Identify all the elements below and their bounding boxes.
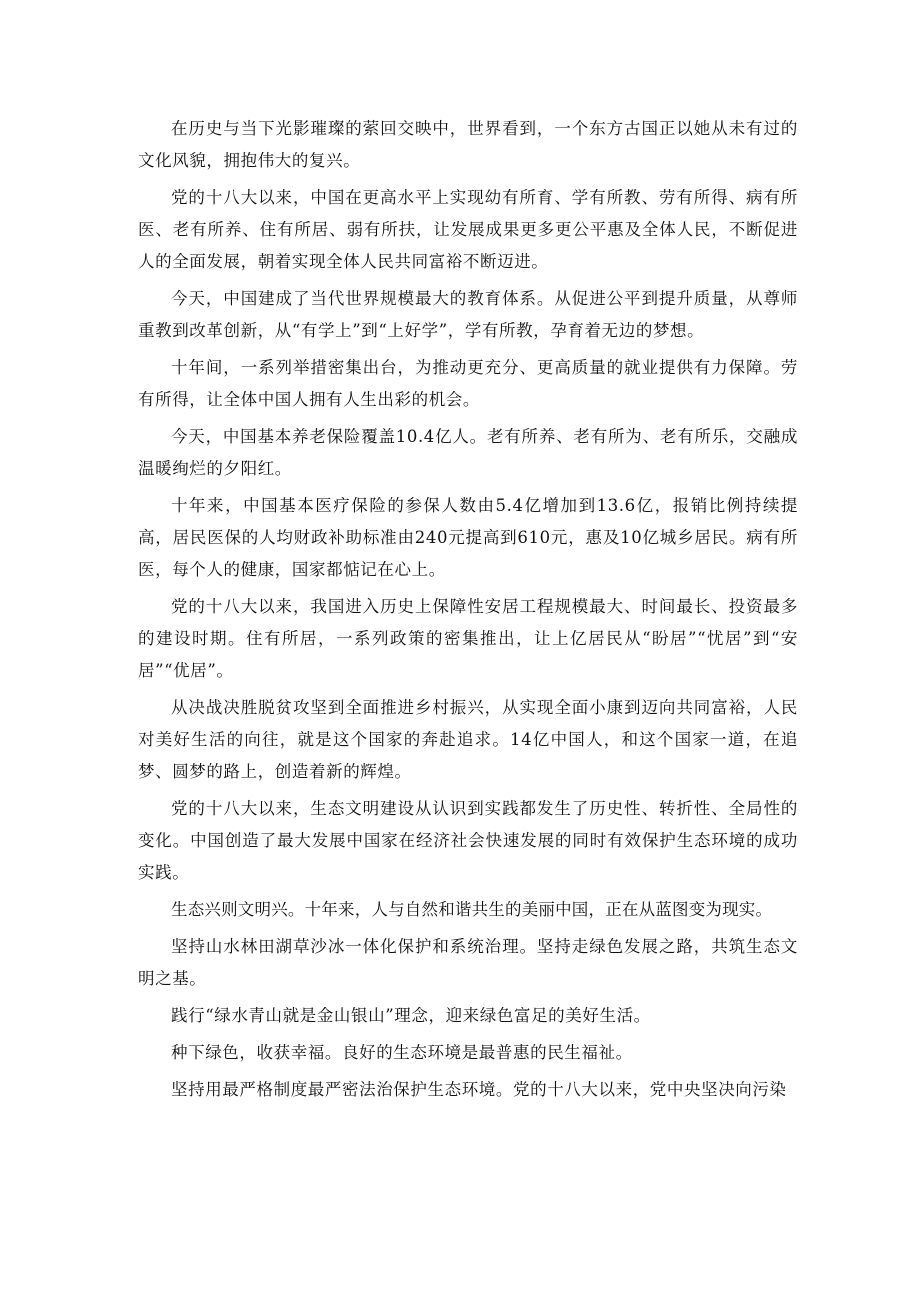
paragraph-10: 生态兴则文明兴。十年来，人与自然和谐共生的美丽中国，正在从蓝图变为现实。 bbox=[171, 900, 773, 919]
paragraph-13: 种下绿色，收获幸福。良好的生态环境是最普惠的民生福祉。 bbox=[171, 1043, 633, 1062]
paragraph-3: 今天，中国建成了当代世界规模最大的教育体系。从促进公平到提升质量，从尊师重教到改革创新，从“有学上”到“上好学”，学有所教，孕育着无边的梦想。 bbox=[138, 289, 798, 340]
paragraph-9: 党的十八大以来，生态文明建设从认识到实践都发生了历史性、转折性、全局性的变化。中国创造了最大发展中国家在经济社会快速发展的同时有效保护生态环境的成功实践。 bbox=[138, 799, 798, 882]
paragraph-2: 党的十八大以来，中国在更高水平上实现幼有所育、学有所教、劳有所得、病有所医、老有所养、住有所居、弱有所扶，让发展成果更多更公平惠及全体人民，不断促进人的全面发展，朝着实现全体人民共同富裕不断迈进。 bbox=[138, 188, 798, 271]
paragraph-11: 坚持山水林田湖草沙冰一体化保护和系统治理。坚持走绿色发展之路，共筑生态文明之基。 bbox=[138, 937, 798, 988]
paragraph-1: 在历史与当下光影璀璨的萦回交映中，世界看到，一个东方古国正以她从未有过的文化风貌，拥抱伟大的复兴。 bbox=[138, 119, 798, 170]
paragraph-12: 践行“绿水青山就是金山银山”理念，迎来绿色富足的美好生活。 bbox=[171, 1006, 651, 1025]
document-body bbox=[138, 113, 798, 1111]
paragraph-4: 十年间，一系列举措密集出台，为推动更充分、更高质量的就业提供有力保障。劳有所得，让全体中国人拥有人生出彩的机会。 bbox=[138, 358, 798, 409]
paragraph-7: 党的十八大以来，我国进入历史上保障性安居工程规模最大、时间最长、投资最多的建设时期。住有所居，一系列政策的密集推出，让上亿居民从“盼居”“忧居”到“安居”“优居”。 bbox=[138, 597, 798, 680]
paragraph-8: 从决战决胜脱贫攻坚到全面推进乡村振兴，从实现全面小康到迈向共同富裕，人民对美好生活的向往，就是这个国家的奔赴追求。14亿中国人，和这个国家一道，在追梦、圆梦的路上，创造着新的辉煌。 bbox=[138, 698, 798, 781]
paragraph-14: 坚持用最严格制度最严密法治保护生态环境。党的十八大以来，党中央坚决向污染 bbox=[171, 1080, 787, 1099]
paragraph-5: 今天，中国基本养老保险覆盖10.4亿人。老有所养、老有所为、老有所乐，交融成温暖绚烂的夕阳红。 bbox=[138, 427, 798, 478]
paragraph-6: 十年来，中国基本医疗保险的参保人数由5.4亿增加到13.6亿，报销比例持续提高，居民医保的人均财政补助标准由240元提高到610元，惠及10亿城乡居民。病有所医，每个人的健康，国家都惦记在心上。 bbox=[138, 496, 798, 579]
